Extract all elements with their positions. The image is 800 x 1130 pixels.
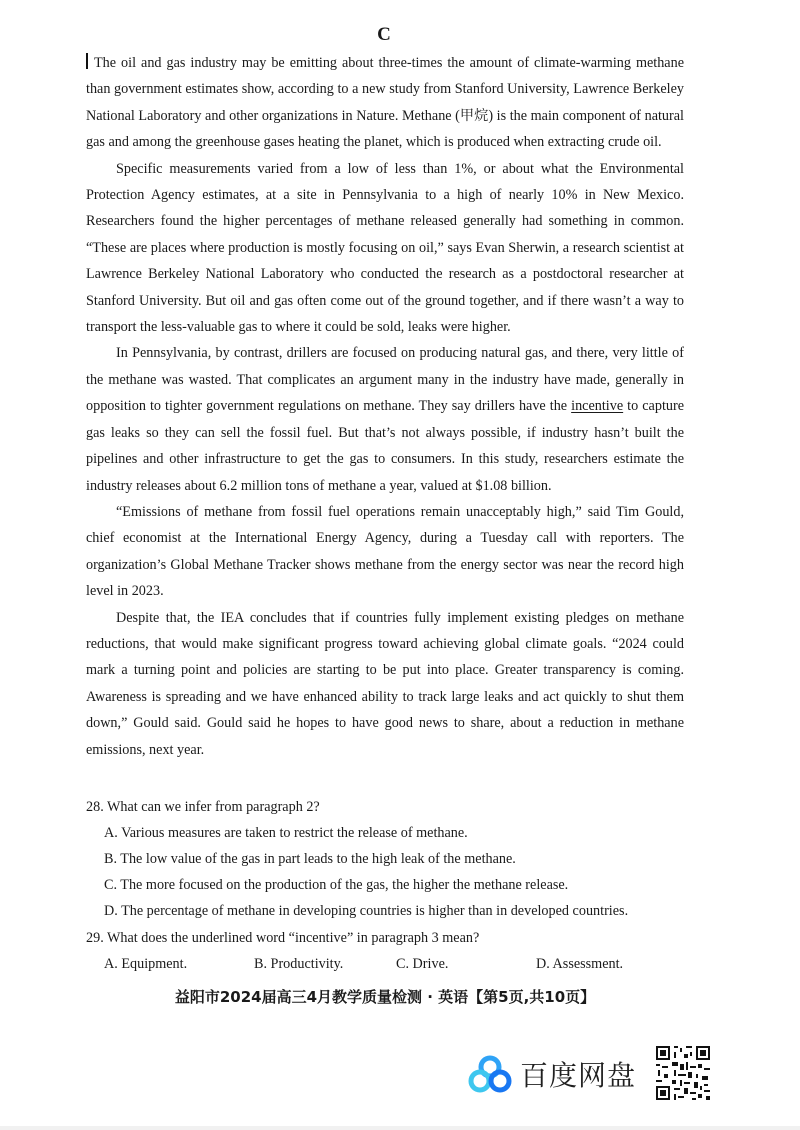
paragraph-1-text: The oil and gas industry may be emitting about three-times the amount of climate-warming methane than government estimates show, according to a new study from Stanford University, Lawrence Berkeley National Laboratory and other organizations in Nature. Methane (甲烷) is the main component of natural gas and among the greenhouse gases heating the planet, which is produced when extracting crude oil. [86,55,684,151]
question-28-stem: 28. What can we infer from paragraph 2? [86,799,320,815]
underlined-word-incentive: incentive [571,398,624,415]
section-letter: C [377,24,391,45]
text-cursor-mark [86,53,88,69]
reading-passage [86,50,684,763]
paragraph-5: Despite that, the IEA concludes that if countries fully implement existing pledges on methane reductions, that would make significant progress toward achieving global climate goals. “2024 could mark a turning point and policies are starting to be put into place. Greater transparency is coming. Awareness is spreading and we have enhanced ability to track large leaks and act quickly to shut them down,” Gould said. Gould said he hopes to have good news to share, about a reduction in methane emissions, next year. [86,609,684,758]
question-28-option-b: B. The low value of the gas in part leads to the high leak of the methane. [104,851,516,867]
paragraph-3 [86,340,684,498]
paragraph-2: Specific measurements varied from a low of less than 1%, or about what the Environmental Protection Agency estimates, at a site in Pennsylvania to a high of nearly 10% in New Mexico. Researchers found the higher percentages of methane released generally had something in common. “These are places where production is mostly focusing on oil,” says Evan Sherwin, a research scientist at Lawrence Berkeley National Laboratory who conducted the research as a postdoctoral researcher at Stanford University. But oil and gas often come out of the ground together, and if there wasn’t a way to transport the less-valuable gas to where it could be sold, leaks were higher. [86,160,684,336]
page-bottom-divider [0,1126,800,1130]
baidu-netdisk-watermark[interactable] [468,1052,636,1096]
question-29-option-c: C. Drive. [396,956,449,972]
question-29-options [104,956,684,980]
page-footer: 益阳市2024届高三4月教学质量检测 · 英语【第5页,共10页】 [174,988,596,1006]
question-29-stem: 29. What does the underlined word “incentive” in paragraph 3 mean? [86,930,480,946]
qr-code-icon[interactable] [654,1044,712,1102]
paragraph-3-text-after: to capture gas leaks so they can sell the fossil fuel. But that’s not always possible, if industry hasn’t built the pipelines and other infrastructure to get the gas to consumers. In this study, researchers estimate the industry releases about 6.2 million tons of methane a year, valued at $1.08 billion. [86,398,684,494]
question-29-option-d: D. Assessment. [536,956,624,972]
paragraph-4: “Emissions of methane from fossil fuel operations remain unacceptably high,” said Tim Gould, chief economist at the International Energy Agency, during a Tuesday call with reporters. The organization’s Global Methane Tracker shows methane from the energy sector was near the record high level in 2023. [86,503,684,600]
paragraph-1 [86,50,684,156]
brand-name: 百度网盘 [520,1059,637,1092]
question-28-option-a: A. Various measures are taken to restrict the release of methane. [104,825,468,841]
baidu-netdisk-logo-icon [468,1054,512,1094]
paragraph-3-text-before: In Pennsylvania, by contrast, drillers are focused on producing natural gas, and there, very little of the methane was wasted. That complicates an argument many in the industry have made, generally in opposition to tighter government regulations on methane. They say drillers have the [86,345,684,415]
question-29-option-b: B. Productivity. [254,956,344,972]
question-28-option-d: D. The percentage of methane in developing countries is higher than in developed countries. [104,903,629,919]
question-29-option-a: A. Equipment. [104,956,188,972]
question-28-option-c: C. The more focused on the production of the gas, the higher the methane release. [104,877,569,893]
